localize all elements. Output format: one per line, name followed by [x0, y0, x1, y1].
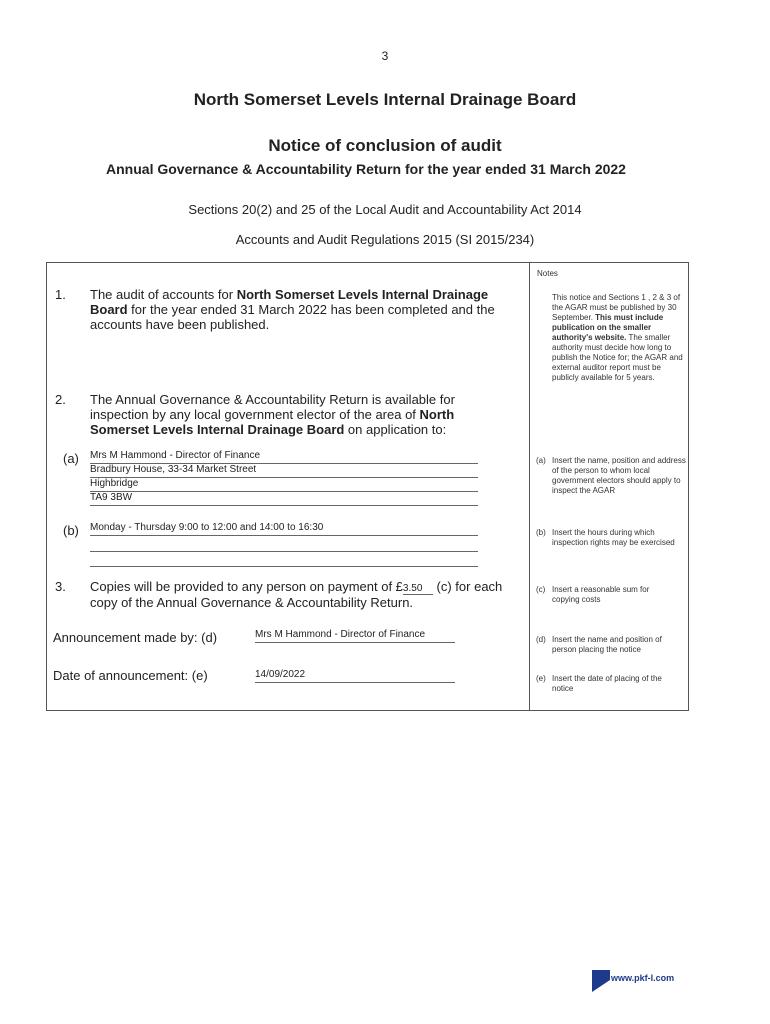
notice-title: Notice of conclusion of audit: [268, 136, 502, 155]
item-a-letter: (a): [63, 451, 79, 466]
note-e-letter: (e): [536, 674, 546, 683]
address-line-3: Highbridge: [90, 478, 478, 492]
note-b-text: Insert the hours during which inspection rights may be exercised: [552, 528, 675, 547]
board-title: North Somerset Levels Internal Drainage Board: [193, 90, 577, 109]
date-value: 14/09/2022: [255, 669, 455, 683]
page-number: 3: [381, 49, 389, 63]
notes-divider: [529, 262, 530, 711]
logo-url[interactable]: www.pkf-l.com: [611, 973, 675, 983]
regulations-line: Accounts and Audit Regulations 2015 (SI 2015/234): [235, 232, 535, 247]
note-a-text: Insert the name, position and address of the person to whom local government electors should apply to inspect the AGAR: [552, 456, 686, 495]
copy-fee-amount: 3.50: [403, 583, 433, 595]
sections-line: Sections 20(2) and 25 of the Local Audit and Accountability Act 2014: [188, 202, 582, 217]
note-d-letter: (d): [536, 635, 546, 644]
item-2-text: The Annual Governance & Accountability Return is available for inspection by any local government elector of the area of North Somerset Levels Internal Drainage Board on application to:: [90, 392, 455, 437]
note-e-text: Insert the date of placing of the notice: [552, 674, 662, 693]
notes-intro: This notice and Sections 1 , 2 & 3 of the AGAR must be published by 30 September. This must include publication on the smaller authority's website. The smaller authority must decide how long to publish the Notice for; the AGAR and external auditor report must be publicly available for 5 years.: [552, 293, 683, 382]
notes-heading: Notes: [537, 269, 558, 278]
pkf-logo-icon: [592, 970, 610, 992]
item-3-text: Copies will be provided to any person on payment of £3.50 (c) for each copy of the Annual Governance & Accountability Return.: [90, 579, 503, 610]
agar-title: Annual Governance & Accountability Return for the year ended 31 March 2022: [106, 161, 626, 177]
note-b-letter: (b): [536, 528, 546, 537]
address-line-4: TA9 3BW: [90, 492, 478, 506]
item-b-letter: (b): [63, 523, 79, 538]
hours-line-2: [90, 538, 478, 552]
date-label: Date of announcement: (e): [53, 668, 208, 683]
note-a-letter: (a): [536, 456, 546, 465]
note-d-text: Insert the name and position of person placing the notice: [552, 635, 662, 654]
item-3-number: 3.: [55, 579, 66, 594]
item-2-number: 2.: [55, 392, 66, 407]
announcement-label: Announcement made by: (d): [53, 630, 218, 645]
hours-line-1: Monday - Thursday 9:00 to 12:00 and 14:00 to 16:30: [90, 522, 478, 536]
item-1-text: The audit of accounts for North Somerset Levels Internal Drainage Board for the year ended 31 March 2022 has been completed and the accounts have been published.: [90, 287, 495, 332]
address-line-1: Mrs M Hammond - Director of Finance: [90, 450, 478, 464]
note-c-text: Insert a reasonable sum for copying costs: [552, 585, 650, 604]
hours-line-3: [90, 553, 478, 567]
item-1-number: 1.: [55, 287, 66, 302]
address-line-2: Bradbury House, 33-34 Market Street: [90, 464, 478, 478]
announcement-value: Mrs M Hammond - Director of Finance: [255, 629, 455, 643]
note-c-letter: (c): [536, 585, 546, 594]
